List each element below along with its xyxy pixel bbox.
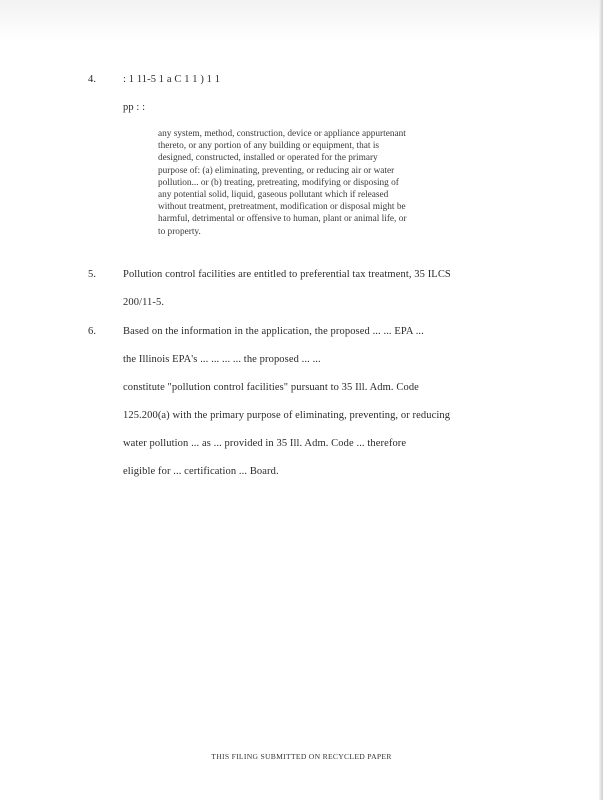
paragraph-line: water pollution ... as ... provided in 35 Ill. Adm. Code ... therefore — [123, 438, 407, 449]
paragraph-text — [123, 318, 508, 486]
recycled-paper-footer: THIS FILING SUBMITTED ON RECYCLED PAPER — [211, 752, 392, 761]
paragraph-line: Pollution control facilities are entitled to preferential tax treatment, 35 ILCS — [123, 269, 451, 280]
paragraph-line: : 1 11-5 1 a C 1 1 ) 1 1 — [123, 74, 221, 85]
quote-line: pollution... or (b) treating, pretreating, modifying or disposing of — [158, 177, 399, 188]
quote-line: any potential solid, liquid, gaseous pollutant which if released — [158, 189, 389, 200]
quote-line: any system, method, construction, device or appliance appurtenant — [158, 129, 406, 139]
paragraph-text — [123, 66, 508, 122]
quote-line: harmful, detrimental or offensive to human, plant or animal life, or — [158, 214, 407, 225]
scan-shadow-top — [0, 0, 603, 42]
quote-line: purpose of: (a) eliminating, preventing, or reducing air or water — [158, 165, 395, 176]
paragraph-line: 200/11-5. — [123, 297, 165, 308]
paragraph-text — [123, 261, 508, 317]
paragraph-number: 6. — [88, 326, 97, 337]
statutory-definition-quote — [158, 128, 498, 238]
scan-shadow-right — [599, 0, 603, 800]
quote-line: without treatment, pretreatment, modification or disposal might be — [158, 202, 406, 213]
paragraph-line: pp : : — [123, 102, 146, 113]
quote-line: to property. — [158, 226, 201, 237]
paragraph-number: 4. — [88, 74, 97, 85]
paragraph-line: constitute "pollution control facilities" pursuant to 35 Ill. Adm. Code — [123, 382, 419, 393]
paragraph-number: 5. — [88, 269, 97, 280]
paragraph-line: eligible for ... certification ... Board. — [123, 466, 279, 477]
quote-line: thereto, or any portion of any building or equipment, that is — [158, 141, 380, 152]
quote-line: designed, constructed, installed or operated for the primary — [158, 153, 378, 164]
paragraph-line: 125.200(a) with the primary purpose of eliminating, preventing, or reducing — [123, 410, 451, 421]
paragraph-line: Based on the information in the application, the proposed ... ... EPA ... — [123, 326, 424, 337]
paragraph-line: the Illinois EPA's ... ... ... ... the proposed ... ... — [123, 354, 321, 365]
